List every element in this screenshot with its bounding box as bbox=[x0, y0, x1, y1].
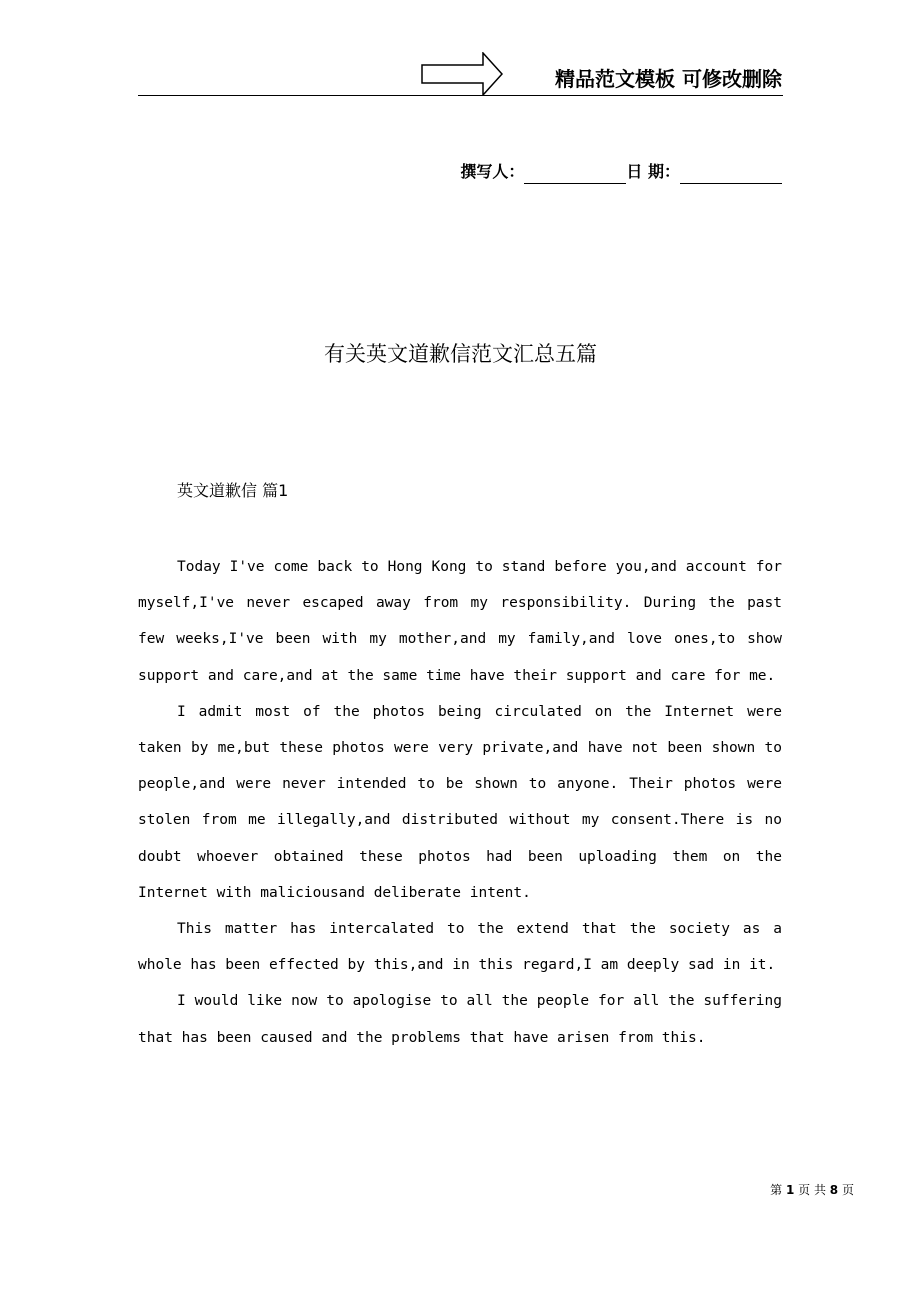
author-label: 撰写人： bbox=[460, 162, 525, 181]
total-pages: 8 bbox=[829, 1183, 839, 1197]
paragraph: I admit most of the photos being circulated on the Internet were taken by me,but these photos were very private,and have not been shown to people,and were never intended to be shown to anyone. Their photos were stolen from me illegally,and distributed without my consent.There is no doubt whoever obtained these photos had been uploading them on the Internet with maliciousand deliberate intent. bbox=[138, 703, 782, 901]
current-page: 1 bbox=[785, 1183, 795, 1197]
page-suffix: 页 bbox=[841, 1183, 854, 1197]
letter-body bbox=[138, 549, 782, 1056]
paragraph: This matter has intercalated to the extend that the society as a whole has been effected by this,and in this regard,I am deeply sad in it. bbox=[138, 921, 782, 974]
header-divider bbox=[138, 95, 783, 96]
page-middle: 页 共 bbox=[798, 1183, 826, 1197]
arrow-icon bbox=[421, 52, 503, 96]
paragraph: I would like now to apologise to all the people for all the suffering that has been caused and the problems that have arisen from this. bbox=[138, 993, 782, 1046]
paragraph: Today I've come back to Hong Kong to stand before you,and account for myself,I've never escaped away from my responsibility. During the past few weeks,I've been with my mother,and my family,and love ones,to show support and care,and at the same time have their support and care for me. bbox=[138, 559, 782, 684]
author-blank bbox=[524, 165, 626, 184]
header-title: 精品范文模板 可修改删除 bbox=[555, 67, 782, 91]
document-title: 有关英文道歉信范文汇总五篇 bbox=[324, 342, 597, 366]
author-date-line bbox=[380, 160, 782, 184]
date-label: 日 期： bbox=[626, 162, 680, 181]
page-number bbox=[700, 1180, 854, 1200]
page-prefix: 第 bbox=[770, 1183, 783, 1197]
date-blank bbox=[680, 165, 782, 184]
section-label: 英文道歉信 篇1 bbox=[177, 481, 289, 500]
